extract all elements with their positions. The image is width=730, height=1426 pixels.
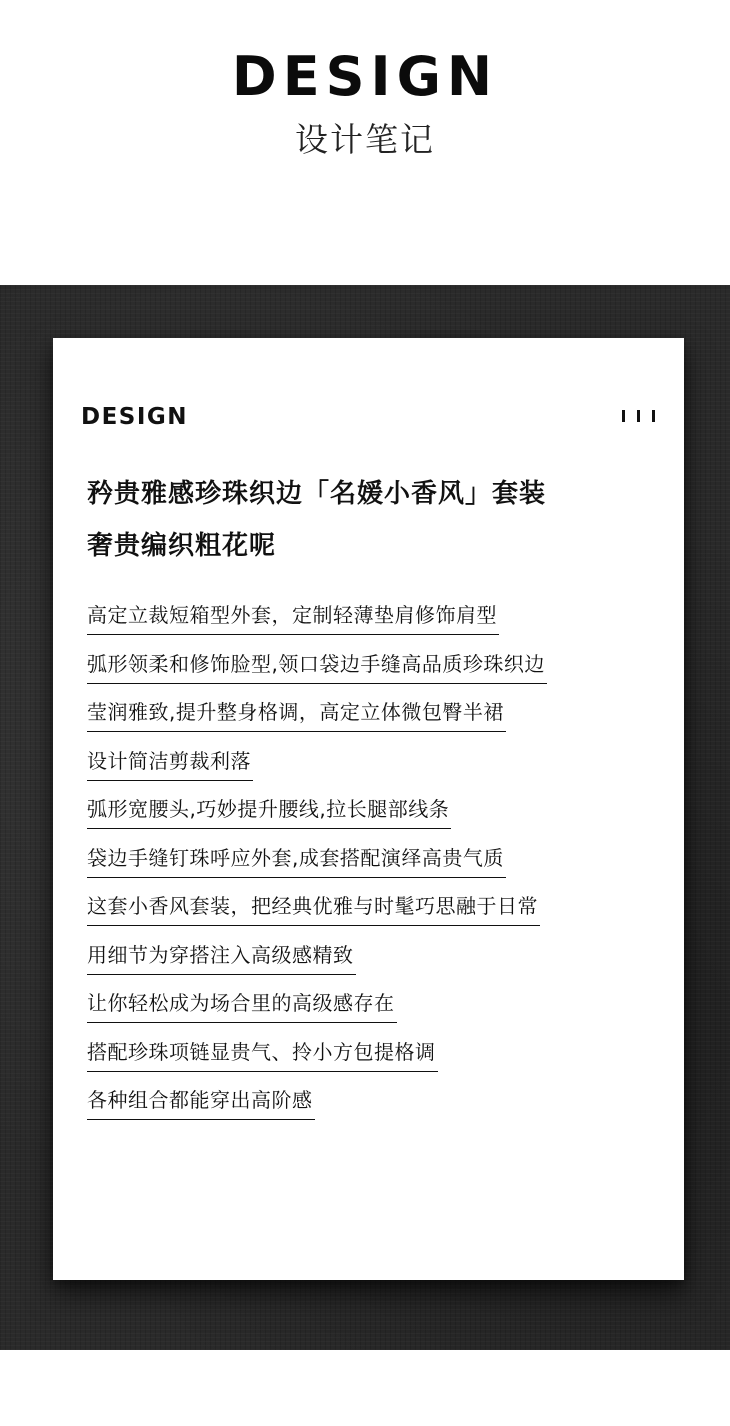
quote-mark [622, 410, 625, 422]
page-header [0, 0, 730, 285]
list-item [87, 790, 451, 839]
quote-marks-icon [622, 410, 655, 422]
feature-text: 高定立裁短箱型外套，定制轻薄垫肩修饰肩型 [87, 596, 499, 635]
page-title: DESIGN [231, 45, 499, 108]
list-item [87, 887, 540, 936]
feature-text: 弧形宽腰头,巧妙提升腰线,拉长腿部线条 [87, 790, 451, 829]
feature-text: 设计简洁剪裁利落 [87, 742, 253, 781]
footer-spacer [0, 1350, 730, 1426]
feature-text: 莹润雅致,提升整身格调，高定立体微包臀半裙 [87, 693, 506, 732]
list-item [87, 645, 547, 694]
quote-mark [652, 410, 655, 422]
quote-mark [637, 410, 640, 422]
feature-list [87, 596, 547, 1130]
feature-text: 袋边手缝钉珠呼应外套,成套搭配演绎高贵气质 [87, 839, 506, 878]
list-item [87, 936, 356, 985]
feature-text: 各种组合都能穿出高阶感 [87, 1081, 315, 1120]
list-item [87, 1081, 315, 1130]
product-heading [87, 468, 667, 572]
list-item [87, 742, 253, 791]
feature-text: 这套小香风套装，把经典优雅与时髦巧思融于日常 [87, 887, 540, 926]
feature-text: 弧形领柔和修饰脸型,领口袋边手缝高品质珍珠织边 [87, 645, 547, 684]
feature-text: 用细节为穿搭注入高级感精致 [87, 936, 356, 975]
page-subtitle: 设计笔记 [295, 120, 435, 159]
feature-text: 让你轻松成为场合里的高级感存在 [87, 984, 397, 1023]
card-brand-label: DESIGN [81, 404, 189, 430]
list-item [87, 596, 499, 645]
feature-text: 搭配珍珠项链显贵气、拎小方包提格调 [87, 1033, 438, 1072]
heading-line: 矜贵雅感珍珠织边「名媛小香风」套装 [87, 479, 547, 509]
list-item [87, 839, 506, 888]
heading-line: 奢贵编织粗花呢 [87, 531, 277, 561]
list-item [87, 693, 506, 742]
design-note-card [53, 338, 684, 1280]
list-item [87, 984, 397, 1033]
list-item [87, 1033, 438, 1082]
